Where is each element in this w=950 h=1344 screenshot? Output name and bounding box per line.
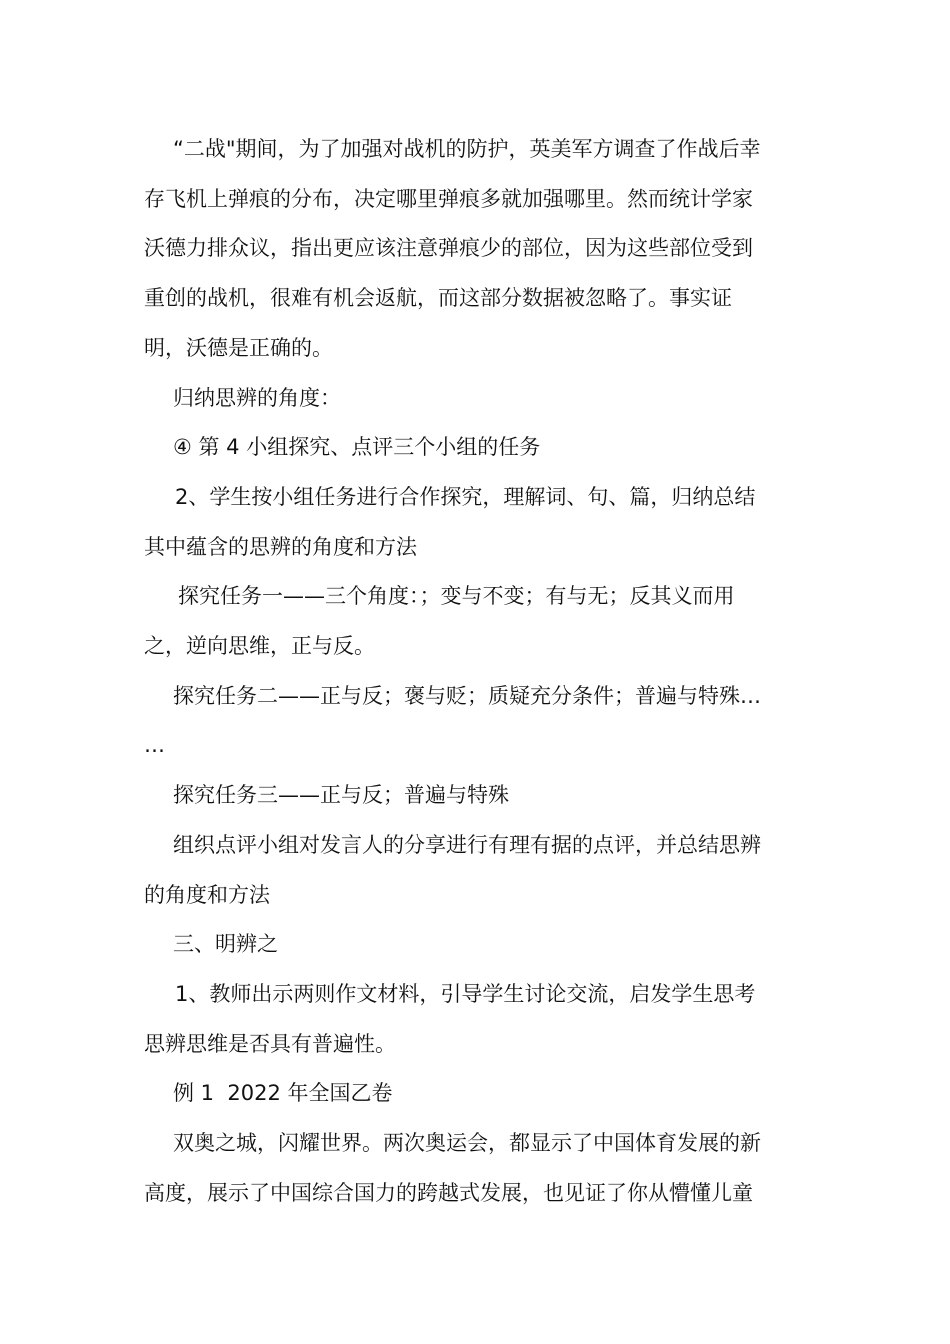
text-line: 例 1 2022 年全国乙卷 <box>173 1081 393 1106</box>
text-line: 明，沃德是正确的。 <box>144 335 333 360</box>
paragraph-step-2 <box>144 473 806 572</box>
text-line: … <box>144 733 165 758</box>
paragraph-example-1-title <box>144 1069 806 1119</box>
paragraph-step-1-teacher <box>144 970 806 1069</box>
text-line: 双奥之城，闪耀世界。两次奥运会，都显示了中国体育发展的新 <box>173 1131 761 1156</box>
text-line: 三、明辨之 <box>173 932 278 957</box>
text-line: 2、学生按小组任务进行合作探究，理解词、句、篇，归纳总结 <box>175 484 756 509</box>
paragraph-peer-review <box>144 821 806 920</box>
paragraph-group-4-task <box>144 423 806 473</box>
text-line: 探究任务一——三个角度：；变与不变；有与无；反其义而用 <box>178 584 735 609</box>
paragraph-task-3 <box>144 771 806 821</box>
text-line: 1、教师出示两则作文材料，引导学生讨论交流，启发学生思考 <box>175 981 756 1006</box>
section-heading-3 <box>144 920 806 970</box>
text-line: 之，逆向思维，正与反。 <box>144 634 375 659</box>
text-line: 存飞机上弹痕的分布，决定哪里弹痕多就加强哪里。然而统计学家 <box>144 186 753 211</box>
paragraph-summary-heading <box>144 374 806 424</box>
text-line: 探究任务三——正与反；普遍与特殊 <box>173 783 509 808</box>
paragraph-example-1-body <box>144 1119 806 1218</box>
paragraph-wwii-story <box>144 125 806 374</box>
paragraph-task-2 <box>144 672 806 771</box>
text-line: 的角度和方法 <box>144 882 270 907</box>
text-line: 其中蕴含的思辨的角度和方法 <box>144 534 417 559</box>
document-body <box>144 125 806 1218</box>
paragraph-task-1 <box>144 572 806 671</box>
text-line: 归纳思辨的角度： <box>173 385 341 410</box>
text-line: 重创的战机，很难有机会返航，而这部分数据被忽略了。事实证 <box>144 286 732 311</box>
text-line: 高度，展示了中国综合国力的跨越式发展，也见证了你从懵懂儿童 <box>144 1180 753 1205</box>
text-line: 思辨思维是否具有普遍性。 <box>144 1031 396 1056</box>
text-line: 沃德力排众议，指出更应该注意弹痕少的部位，因为这些部位受到 <box>144 236 753 261</box>
text-line: ④ 第 4 小组探究、点评三个小组的任务 <box>173 435 541 460</box>
text-line: 探究任务二——正与反；褒与贬；质疑充分条件；普遍与特殊… <box>173 683 761 708</box>
text-line: “二战"期间，为了加强对战机的防护，英美军方调查了作战后幸 <box>173 137 761 161</box>
text-line: 组织点评小组对发言人的分享进行有理有据的点评，并总结思辨 <box>173 832 761 857</box>
